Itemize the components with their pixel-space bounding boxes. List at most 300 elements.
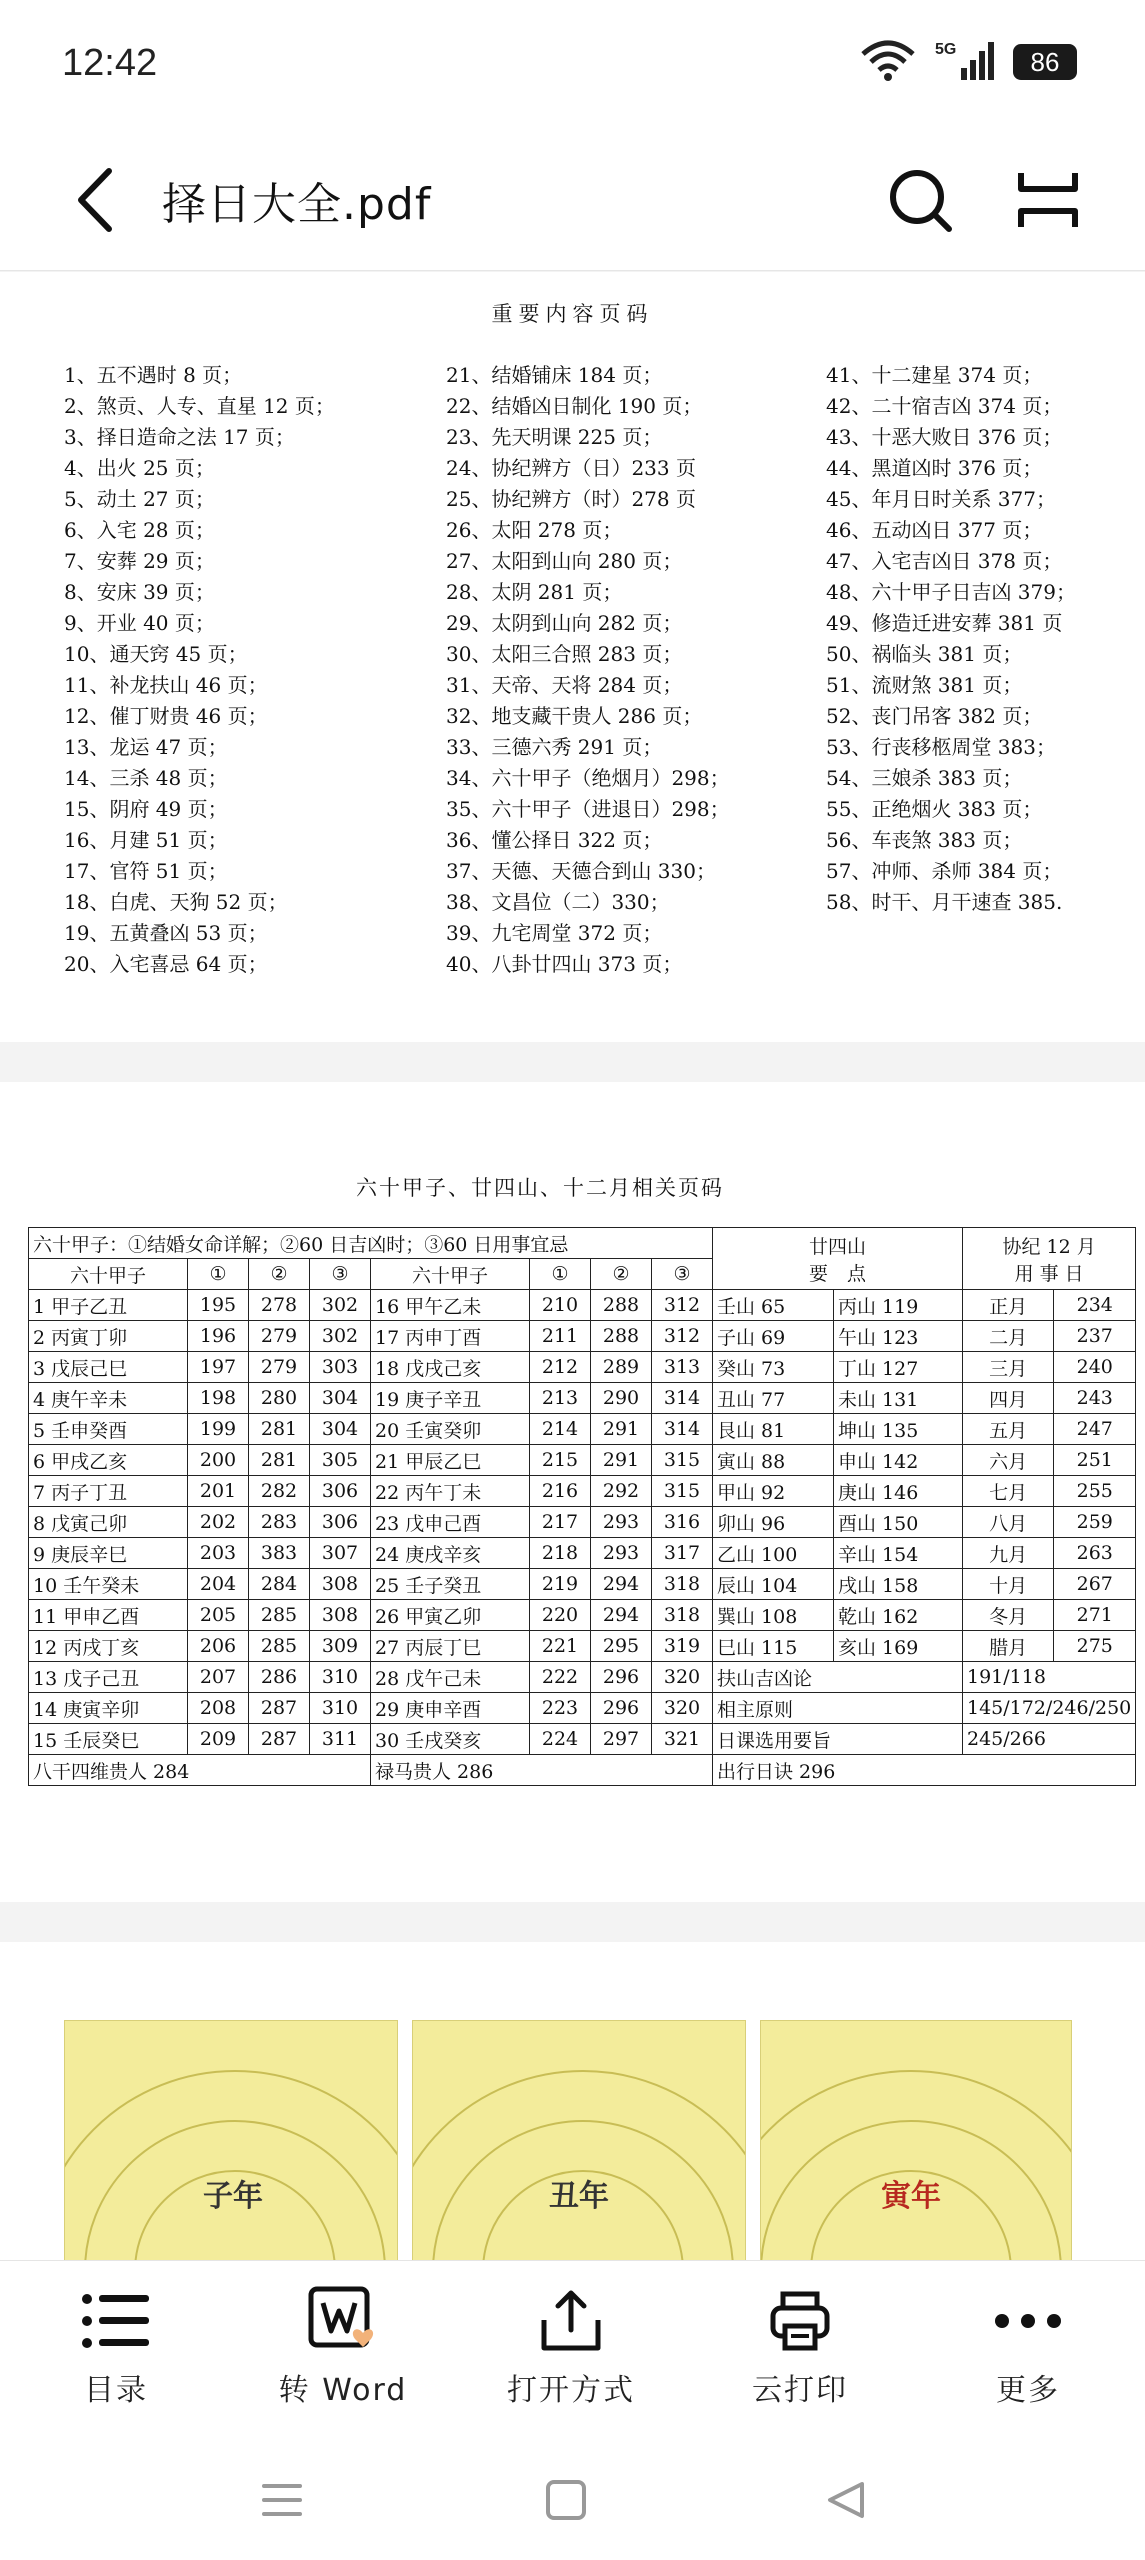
table-cell: 1 甲子乙丑: [29, 1290, 188, 1321]
toc-entry: 50、祸临头 381 页；: [826, 642, 1023, 666]
toc-entry: 36、懂公择日 322 页；: [446, 828, 663, 852]
table-row: [29, 1290, 1136, 1321]
pdf-page-2: [0, 1082, 1145, 1902]
year-label: 丑年: [549, 2179, 609, 2214]
table-cell: 285: [249, 1631, 310, 1662]
page1-title: 重要内容页码: [491, 302, 654, 326]
table-cell: 11 甲申乙酉: [29, 1600, 188, 1631]
header-mountain-line2: 要 点: [808, 1262, 866, 1285]
cloud-print-button[interactable]: [700, 2261, 900, 2441]
subheader-2: ②: [249, 1259, 310, 1290]
table-cell: 279: [249, 1321, 310, 1352]
toc-entry: 6、入宅 28 页；: [64, 518, 215, 542]
table-cell: 211: [530, 1321, 591, 1352]
toc-entry: 9、开业 40 页；: [64, 611, 215, 635]
table-cell: 223: [530, 1693, 591, 1724]
toc-entry: 4、出火 25 页；: [64, 456, 215, 480]
table-row: [29, 1693, 1136, 1724]
table-cell: 191/118: [963, 1662, 1136, 1693]
table-cell: 318: [652, 1569, 713, 1600]
table-cell: 艮山 81: [713, 1414, 834, 1445]
table-cell: 卯山 96: [713, 1507, 834, 1538]
table-cell: 282: [249, 1476, 310, 1507]
table-cell: 4 庚午辛未: [29, 1383, 188, 1414]
table-cell: 281: [249, 1445, 310, 1476]
table-cell: 六月: [963, 1445, 1054, 1476]
table-cell: 正月: [963, 1290, 1054, 1321]
collapse-button[interactable]: [1010, 162, 1086, 238]
collapse-icon: [1015, 167, 1081, 233]
toc-column-1: [64, 360, 335, 980]
back-nav-button[interactable]: [816, 2470, 876, 2530]
table-cell: 312: [652, 1321, 713, 1352]
table-cell: 221: [530, 1631, 591, 1662]
table-row: [29, 1631, 1136, 1662]
toc-entry: 28、太阴 281 页；: [446, 580, 623, 604]
table-footer-cell: 禄马贵人 286: [371, 1755, 713, 1786]
table-row: [29, 1383, 1136, 1414]
search-icon: [887, 167, 953, 233]
table-cell: 308: [310, 1569, 371, 1600]
table-cell: 294: [591, 1569, 652, 1600]
cloud-print-label: 云打印: [752, 2373, 848, 2408]
table-cell: 二月: [963, 1321, 1054, 1352]
more-label: 更多: [996, 2373, 1060, 2408]
convert-word-button[interactable]: [243, 2261, 443, 2441]
table-cell: 197: [188, 1352, 249, 1383]
table-cell: 三月: [963, 1352, 1054, 1383]
table-cell: 辛山 154: [834, 1538, 963, 1569]
toc-entry: 44、黑道凶时 376 页；: [826, 456, 1043, 480]
table-cell: 201: [188, 1476, 249, 1507]
table-cell: 199: [188, 1414, 249, 1445]
table-cell: 311: [310, 1724, 371, 1755]
wheel-rings: [413, 2021, 745, 2260]
toc-label: 目录: [84, 2373, 148, 2408]
table-cell: 冬月: [963, 1600, 1054, 1631]
toc-entry: 38、文昌位（二）330；: [446, 890, 670, 914]
page2-title: 六十甲子、廿四山、十二月相关页码: [356, 1176, 724, 1200]
back-button[interactable]: [60, 162, 130, 238]
table-cell: 281: [249, 1414, 310, 1445]
toc-entry: 56、车丧煞 383 页；: [826, 828, 1023, 852]
table-cell: 317: [652, 1538, 713, 1569]
table-header-jiazi: 六十甲子：①结婚女命详解；②60 日吉凶时；③60 日用事宜忌: [29, 1228, 713, 1259]
table-cell: 307: [310, 1538, 371, 1569]
header-month-line1: 协纪 12 月: [1002, 1235, 1096, 1258]
table-footer-row: [29, 1755, 1136, 1786]
table-cell: 十月: [963, 1569, 1054, 1600]
table-cell: 313: [652, 1352, 713, 1383]
table-cell: 208: [188, 1693, 249, 1724]
table-cell: 戌山 158: [834, 1569, 963, 1600]
table-cell: 251: [1054, 1445, 1136, 1476]
subheader-3b: ③: [652, 1259, 713, 1290]
toc-entry: 45、年月日时关系 377；: [826, 487, 1056, 511]
network-type: 5G: [935, 41, 957, 58]
table-cell: 145/172/246/250: [963, 1693, 1136, 1724]
table-cell: 319: [652, 1631, 713, 1662]
table-cell: 24 庚戌辛亥: [371, 1538, 530, 1569]
table-cell: 255: [1054, 1476, 1136, 1507]
toc-entry: 22、结婚凶日制化 190 页；: [446, 394, 703, 418]
toc-column-2: [446, 360, 730, 980]
year-label: 子年: [203, 2179, 263, 2214]
table-cell: 204: [188, 1569, 249, 1600]
toc-entry: 27、太阳到山向 280 页；: [446, 549, 683, 573]
table-cell: 316: [652, 1507, 713, 1538]
table-cell: 288: [591, 1290, 652, 1321]
table-cell: 申山 142: [834, 1445, 963, 1476]
toc-entry: 24、协纪辨方（日）233 页: [446, 456, 696, 480]
table-cell: 296: [591, 1662, 652, 1693]
toc-entry: 48、六十甲子日吉凶 379；: [826, 580, 1076, 604]
table-cell: 219: [530, 1569, 591, 1600]
toc-entry: 16、月建 51 页；: [64, 828, 228, 852]
table-cell: 九月: [963, 1538, 1054, 1569]
table-cell: 315: [652, 1476, 713, 1507]
toc-entry: 39、九宅周堂 372 页；: [446, 921, 663, 945]
table-footer-cell: 出行日诀 296: [713, 1755, 1136, 1786]
table-cell: 四月: [963, 1383, 1054, 1414]
toc-entry: 7、安葬 29 页；: [64, 549, 215, 573]
table-cell: 291: [591, 1445, 652, 1476]
toc-entry: 30、太阳三合照 283 页；: [446, 642, 683, 666]
chevron-left-icon: [75, 167, 115, 233]
table-cell: 315: [652, 1445, 713, 1476]
table-cell: 丑山 77: [713, 1383, 834, 1414]
table-cell: 17 丙申丁酉: [371, 1321, 530, 1352]
table-cell: 308: [310, 1600, 371, 1631]
table-cell: 18 戊戌己亥: [371, 1352, 530, 1383]
table-row: [29, 1538, 1136, 1569]
toc-entry: 17、官符 51 页；: [64, 859, 228, 883]
table-cell: 3 戊辰己巳: [29, 1352, 188, 1383]
toc-entry: 34、六十甲子（绝烟月）298；: [446, 766, 730, 790]
toc-entry: 31、天帝、天将 284 页；: [446, 673, 683, 697]
table-header-mountain: [713, 1228, 963, 1290]
table-cell: 309: [310, 1631, 371, 1662]
page-index-table: [28, 1227, 1136, 1786]
table-row: [29, 1476, 1136, 1507]
table-cell: 287: [249, 1693, 310, 1724]
table-cell: 215: [530, 1445, 591, 1476]
table-cell: 271: [1054, 1600, 1136, 1631]
more-button[interactable]: [928, 2261, 1128, 2441]
toc-entry: 2、煞贡、人专、直星 12 页；: [64, 394, 335, 418]
table-cell: 27 丙辰丁巳: [371, 1631, 530, 1662]
table-cell: 304: [310, 1383, 371, 1414]
toc-entry: 40、八卦廿四山 373 页；: [446, 952, 683, 976]
table-cell: 321: [652, 1724, 713, 1755]
table-cell: 丁山 127: [834, 1352, 963, 1383]
table-cell: 巽山 108: [713, 1600, 834, 1631]
toc-entry: 55、正绝烟火 383 页；: [826, 797, 1043, 821]
table-cell: 相主原则: [713, 1693, 963, 1724]
toc-entry: 51、流财煞 381 页；: [826, 673, 1023, 697]
table-cell: 205: [188, 1600, 249, 1631]
table-cell: 乙山 100: [713, 1538, 834, 1569]
menu-icon: [260, 2480, 304, 2520]
toc-entry: 14、三杀 48 页；: [64, 766, 228, 790]
table-cell: 29 庚申辛酉: [371, 1693, 530, 1724]
table-cell: 314: [652, 1414, 713, 1445]
wheel-diagram: [412, 2020, 746, 2260]
table-cell: 288: [591, 1321, 652, 1352]
table-row: [29, 1321, 1136, 1352]
toc-entry: 32、地支藏干贵人 286 页；: [446, 704, 703, 728]
toc-entry: 47、入宅吉凶日 378 页；: [826, 549, 1063, 573]
toc-entry: 35、六十甲子（进退日）298；: [446, 797, 730, 821]
table-cell: 甲山 92: [713, 1476, 834, 1507]
wheel-diagram: [64, 2020, 398, 2260]
table-cell: 未山 131: [834, 1383, 963, 1414]
toc-entry: 10、通天窍 45 页；: [64, 642, 248, 666]
toc-entry: 21、结婚铺床 184 页；: [446, 363, 663, 387]
table-cell: 302: [310, 1321, 371, 1352]
toc-entry: 43、十恶大败日 376 页；: [826, 425, 1063, 449]
toc-entry: 33、三德六秀 291 页；: [446, 735, 663, 759]
search-button[interactable]: [882, 162, 958, 238]
table-cell: 19 庚子辛丑: [371, 1383, 530, 1414]
table-cell: 195: [188, 1290, 249, 1321]
table-cell: 子山 69: [713, 1321, 834, 1352]
table-cell: 庚山 146: [834, 1476, 963, 1507]
toc-entry: 25、协纪辨方（时）278 页: [446, 487, 696, 511]
table-cell: 293: [591, 1507, 652, 1538]
wifi-icon: [859, 38, 917, 86]
table-cell: 20 壬寅癸卯: [371, 1414, 530, 1445]
table-cell: 丙山 119: [834, 1290, 963, 1321]
table-cell: 224: [530, 1724, 591, 1755]
table-cell: 6 甲戌乙亥: [29, 1445, 188, 1476]
table-cell: 213: [530, 1383, 591, 1414]
table-row: [29, 1600, 1136, 1631]
header-mountain-line1: 廿四山: [808, 1235, 866, 1258]
home-icon: [544, 2478, 588, 2522]
table-cell: 297: [591, 1724, 652, 1755]
table-cell: 亥山 169: [834, 1631, 963, 1662]
table-cell: 240: [1054, 1352, 1136, 1383]
table-cell: 13 戊子己丑: [29, 1662, 188, 1693]
toc-entry: 41、十二建星 374 页；: [826, 363, 1043, 387]
table-cell: 扶山吉凶论: [713, 1662, 963, 1693]
table-cell: 辰山 104: [713, 1569, 834, 1600]
table-cell: 305: [310, 1445, 371, 1476]
table-cell: 310: [310, 1693, 371, 1724]
table-cell: 383: [249, 1538, 310, 1569]
table-cell: 314: [652, 1383, 713, 1414]
pdf-page-1: [0, 272, 1145, 1042]
battery-icon: 86: [1013, 44, 1077, 80]
table-cell: 寅山 88: [713, 1445, 834, 1476]
recents-button[interactable]: [252, 2470, 312, 2530]
toc-button[interactable]: [16, 2261, 216, 2441]
table-cell: 320: [652, 1693, 713, 1724]
table-cell: 216: [530, 1476, 591, 1507]
table-cell: 21 甲辰乙巳: [371, 1445, 530, 1476]
table-cell: 200: [188, 1445, 249, 1476]
table-cell: 320: [652, 1662, 713, 1693]
table-row: [29, 1662, 1136, 1693]
table-row: [29, 1569, 1136, 1600]
table-cell: 七月: [963, 1476, 1054, 1507]
toc-entry: 12、催丁财贵 46 页；: [64, 704, 268, 728]
table-cell: 318: [652, 1600, 713, 1631]
toc-column-3: [826, 360, 1076, 918]
table-cell: 26 甲寅乙卯: [371, 1600, 530, 1631]
subheader-3: ③: [310, 1259, 371, 1290]
table-cell: 267: [1054, 1569, 1136, 1600]
word-icon: [303, 2281, 383, 2361]
bottom-toolbar: [0, 2260, 1145, 2441]
table-cell: 202: [188, 1507, 249, 1538]
table-row: [29, 1724, 1136, 1755]
table-cell: 15 壬辰癸巳: [29, 1724, 188, 1755]
table-cell: 23 戊申己酉: [371, 1507, 530, 1538]
table-header-month: [963, 1228, 1136, 1290]
open-with-button[interactable]: [471, 2261, 671, 2441]
year-label: 寅年: [881, 2179, 941, 2214]
table-cell: 7 丙子丁丑: [29, 1476, 188, 1507]
word-label: 转 Word: [278, 2373, 408, 2408]
wheel-rings: [65, 2021, 397, 2260]
toc-entry: 52、丧门吊客 382 页；: [826, 704, 1043, 728]
toc-entry: 42、二十宿吉凶 374 页；: [826, 394, 1063, 418]
toc-entry: 26、太阳 278 页；: [446, 518, 623, 542]
table-cell: 16 甲午乙未: [371, 1290, 530, 1321]
table-cell: 203: [188, 1538, 249, 1569]
table-cell: 284: [249, 1569, 310, 1600]
table-cell: 22 丙午丁未: [371, 1476, 530, 1507]
table-cell: 220: [530, 1600, 591, 1631]
table-cell: 237: [1054, 1321, 1136, 1352]
table-cell: 8 戊寅己卯: [29, 1507, 188, 1538]
toc-entry: 29、太阴到山向 282 页；: [446, 611, 683, 635]
subheader-2b: ②: [591, 1259, 652, 1290]
toc-entry: 46、五动凶日 377 页；: [826, 518, 1043, 542]
table-cell: 296: [591, 1693, 652, 1724]
table-cell: 腊月: [963, 1631, 1054, 1662]
table-cell: 279: [249, 1352, 310, 1383]
table-cell: 287: [249, 1724, 310, 1755]
table-cell: 5 壬申癸酉: [29, 1414, 188, 1445]
toc-entry: 3、择日造命之法 17 页；: [64, 425, 295, 449]
table-row: [29, 1445, 1136, 1476]
table-cell: 259: [1054, 1507, 1136, 1538]
table-row: [29, 1352, 1136, 1383]
table-cell: 218: [530, 1538, 591, 1569]
table-cell: 212: [530, 1352, 591, 1383]
pdf-page-3: [0, 1942, 1145, 2260]
table-cell: 12 丙戌丁亥: [29, 1631, 188, 1662]
table-cell: 234: [1054, 1290, 1136, 1321]
table-cell: 295: [591, 1631, 652, 1662]
table-cell: 294: [591, 1600, 652, 1631]
subheader-1b: ①: [530, 1259, 591, 1290]
table-cell: 2 丙寅丁卯: [29, 1321, 188, 1352]
subheader-jiazi: 六十甲子: [29, 1259, 188, 1290]
table-cell: 14 庚寅辛卯: [29, 1693, 188, 1724]
toc-entry: 18、白虎、天狗 52 页；: [64, 890, 288, 914]
toc-entry: 13、龙运 47 页；: [64, 735, 228, 759]
table-footer-cell: 八干四维贵人 284: [29, 1755, 371, 1786]
table-cell: 210: [530, 1290, 591, 1321]
toc-entry: 54、三娘杀 383 页；: [826, 766, 1023, 790]
toc-entry: 49、修造迁进安葬 381 页: [826, 611, 1063, 635]
table-cell: 293: [591, 1538, 652, 1569]
table-cell: 壬山 65: [713, 1290, 834, 1321]
list-icon: [76, 2281, 156, 2361]
toc-entry: 53、行丧移柩周堂 383；: [826, 735, 1056, 759]
table-cell: 酉山 150: [834, 1507, 963, 1538]
table-cell: 209: [188, 1724, 249, 1755]
toc-entry: 58、时干、月干速查 385.: [826, 890, 1063, 914]
table-cell: 10 壬午癸未: [29, 1569, 188, 1600]
table-cell: 292: [591, 1476, 652, 1507]
table-cell: 癸山 73: [713, 1352, 834, 1383]
table-cell: 八月: [963, 1507, 1054, 1538]
toc-entry: 1、五不遇时 8 页；: [64, 363, 243, 387]
table-cell: 25 壬子癸丑: [371, 1569, 530, 1600]
toc-entry: 57、冲师、杀师 384 页；: [826, 859, 1063, 883]
signal-icon: [935, 38, 995, 86]
header-month-line2: 用 事 日: [1014, 1262, 1084, 1285]
more-icon: [988, 2281, 1068, 2361]
wheel-diagram: [760, 2020, 1072, 2260]
table-cell: 日课选用要旨: [713, 1724, 963, 1755]
table-cell: 247: [1054, 1414, 1136, 1445]
toc-entry: 23、先天明课 225 页；: [446, 425, 663, 449]
toc-entry: 8、安床 39 页；: [64, 580, 215, 604]
table-cell: 280: [249, 1383, 310, 1414]
table-cell: 巳山 115: [713, 1631, 834, 1662]
table-cell: 286: [249, 1662, 310, 1693]
table-cell: 午山 123: [834, 1321, 963, 1352]
table-row: [29, 1414, 1136, 1445]
wheel-diagrams: [64, 2020, 1072, 2260]
table-cell: 28 戊午己未: [371, 1662, 530, 1693]
table-cell: 9 庚辰辛巳: [29, 1538, 188, 1569]
document-title: 择日大全.pdf: [162, 179, 432, 230]
share-icon: [531, 2281, 611, 2361]
toc-entry: 5、动土 27 页；: [64, 487, 215, 511]
table-cell: 222: [530, 1662, 591, 1693]
table-cell: 303: [310, 1352, 371, 1383]
table-cell: 206: [188, 1631, 249, 1662]
table-row: [29, 1507, 1136, 1538]
table-cell: 263: [1054, 1538, 1136, 1569]
toc-entry: 37、天德、天德合到山 330；: [446, 859, 716, 883]
table-cell: 306: [310, 1507, 371, 1538]
status-icons: [859, 38, 1077, 86]
open-with-label: 打开方式: [507, 2373, 635, 2408]
home-button[interactable]: [536, 2470, 596, 2530]
table-cell: 306: [310, 1476, 371, 1507]
status-time: 12:42: [62, 42, 158, 84]
subheader-1: ①: [188, 1259, 249, 1290]
toc-entry: 19、五黄叠凶 53 页；: [64, 921, 268, 945]
printer-icon: [760, 2281, 840, 2361]
subheader-jiazi-2: 六十甲子: [371, 1259, 530, 1290]
table-cell: 304: [310, 1414, 371, 1445]
table-cell: 310: [310, 1662, 371, 1693]
table-cell: 198: [188, 1383, 249, 1414]
table-cell: 30 壬戌癸亥: [371, 1724, 530, 1755]
table-cell: 275: [1054, 1631, 1136, 1662]
table-cell: 五月: [963, 1414, 1054, 1445]
triangle-back-icon: [824, 2478, 868, 2522]
